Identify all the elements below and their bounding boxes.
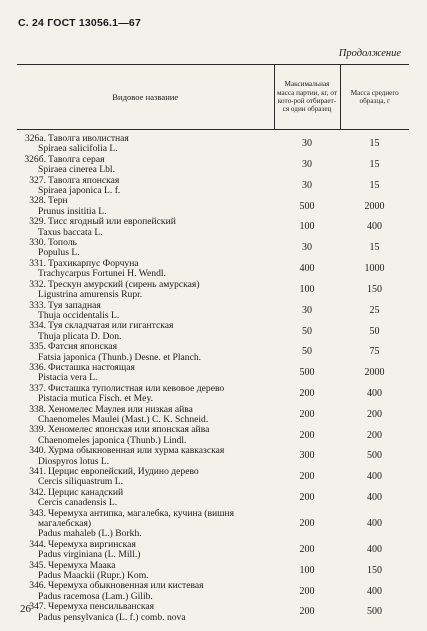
table-row (17, 405, 409, 426)
average-sample-mass-value: 400 (367, 585, 382, 597)
row-number: 347. (29, 601, 46, 613)
average-sample-mass-value: 2000 (364, 367, 385, 379)
species-cell (17, 405, 274, 426)
species-russian-name: Туя западная (48, 299, 101, 311)
species-latin-name: Thuja occidentalis L. (38, 309, 120, 321)
species-russian-name: Черемуха виргинская (48, 538, 136, 550)
average-sample-mass-value: 15 (369, 242, 380, 254)
row-number: 327. (29, 174, 46, 186)
row-number: 337. (29, 382, 46, 394)
species-latin-name: Thuja plicata D. Don. (38, 330, 122, 342)
row-number: 345. (29, 559, 46, 571)
average-sample-mass-value: 2000 (364, 200, 385, 212)
species-latin-name: Chaenomeles Maulei (Mast.) C. K. Schneid. (38, 413, 209, 425)
species-latin-name: Padus virginiana (L. Mill.) (38, 549, 141, 561)
species-cell (17, 363, 274, 384)
max-lot-mass-value: 500 (299, 367, 315, 379)
table-row (17, 217, 409, 238)
max-lot-mass-value: 500 (299, 200, 315, 212)
row-number: 336. (29, 361, 46, 373)
row-number: 328. (29, 195, 46, 207)
species-cell (17, 540, 274, 561)
average-sample-mass-value: 150 (367, 564, 382, 576)
table-row (17, 342, 409, 363)
species-cell (17, 155, 274, 176)
species-latin-name: Spiraea salicifolia L. (38, 143, 118, 155)
max-lot-mass-value: 200 (299, 518, 315, 530)
max-lot-mass-value: 200 (299, 606, 315, 618)
row-number: 335. (29, 341, 46, 353)
max-lot-mass-value: 200 (299, 387, 315, 399)
average-sample-mass-value: 400 (367, 387, 382, 399)
species-latin-name: Diospyros lotus L. (38, 455, 110, 467)
average-sample-mass-value: 50 (369, 325, 380, 337)
table-row (17, 581, 409, 602)
species-cell (17, 280, 274, 301)
seed-mass-table (17, 64, 409, 623)
species-cell (17, 384, 274, 405)
max-lot-mass-value: 100 (299, 283, 315, 295)
row-number: 329. (29, 216, 46, 228)
header-species-name: Видовое название (17, 65, 274, 130)
average-sample-mass-value: 25 (369, 304, 380, 316)
row-number: 342. (29, 486, 46, 498)
species-russian-name: Фатсия японская (48, 341, 118, 353)
table-row (17, 196, 409, 217)
max-lot-mass-value: 200 (299, 492, 315, 504)
table-row (17, 155, 409, 176)
average-sample-mass-value: 400 (367, 492, 382, 504)
species-russian-name: Терн (48, 195, 68, 207)
species-cell (17, 259, 274, 280)
species-cell (17, 425, 274, 446)
species-russian-name: Черемуха пенсильванская (48, 601, 155, 613)
species-latin-name: Padus pensylvanica (L. f.) comb. nova (38, 611, 186, 623)
row-number: 332. (29, 278, 46, 290)
row-number: 346. (29, 580, 46, 592)
average-sample-mass-value: 15 (369, 138, 380, 150)
species-cell (17, 301, 274, 322)
species-latin-name: Pistacia mutica Fisch. et Mey. (38, 393, 154, 405)
table-row (17, 561, 409, 582)
table-row (17, 540, 409, 561)
species-cell (17, 602, 274, 623)
table-row (17, 280, 409, 301)
species-russian-name: Тисс ягодный или европейский (48, 216, 176, 228)
document-header: С. 24 ГОСТ 13056.1—67 (18, 17, 141, 29)
species-russian-name: Хеномелес Маулея или низкая айва (48, 403, 193, 415)
row-number: 339. (29, 424, 46, 436)
table-row (17, 425, 409, 446)
max-lot-mass-value: 200 (299, 471, 315, 483)
species-russian-name: Хеномелес японская или японская айва (48, 424, 210, 436)
average-sample-mass-value: 1000 (364, 263, 385, 275)
species-cell (17, 217, 274, 238)
max-lot-mass-value: 100 (299, 221, 315, 233)
species-russian-name: Тополь (48, 237, 77, 249)
species-latin-name: Prunus insititia L. (38, 205, 107, 217)
species-cell (17, 134, 274, 155)
species-latin-name: Padus racemosa (Lam.) Gilib. (38, 590, 153, 602)
table-row (17, 363, 409, 384)
average-sample-mass-value: 400 (367, 544, 382, 556)
continuation-label: Продолжение (338, 48, 401, 59)
row-number: 340. (29, 445, 46, 457)
table-row (17, 384, 409, 405)
row-number: 331. (29, 257, 46, 269)
species-latin-name: Padus mahaleb (L.) Borkh. (38, 528, 142, 540)
row-number: 334. (29, 320, 46, 332)
max-lot-mass-value: 50 (302, 325, 312, 337)
species-latin-name: Spiraea cinerea Lbl. (38, 164, 115, 176)
table-row (17, 509, 409, 540)
average-sample-mass-value: 400 (367, 471, 382, 483)
table-row (17, 321, 409, 342)
average-sample-mass-value: 15 (369, 159, 380, 171)
table-row (17, 238, 409, 259)
species-cell (17, 176, 274, 197)
header-average-sample-mass: Масса среднего образца, г (340, 65, 409, 130)
species-cell (17, 509, 274, 540)
average-sample-mass-value: 200 (367, 408, 382, 420)
row-number: 326a. (24, 133, 46, 144)
species-latin-name: Ligustrina amurensis Rupr. (38, 289, 143, 301)
header-max-lot-mass: Максимальная масса партии, кг, от кото-рой отбирает-ся один образец (274, 65, 340, 130)
species-cell (17, 196, 274, 217)
species-russian-name: Трахикарпус Форчуна (48, 257, 139, 269)
species-cell (17, 342, 274, 363)
species-russian-name: Церцис европейский, Иудино дерево (48, 466, 199, 477)
species-cell (17, 321, 274, 342)
table-row (17, 488, 409, 509)
species-latin-name: Spiraea japonica L. f. (38, 185, 121, 197)
species-latin-name: Padus Maackii (Rupr.) Kom. (38, 570, 149, 582)
species-russian-name-continued: магалебская) (38, 518, 92, 530)
species-russian-name: Фисташка туполистная или кевовое дерево (48, 382, 225, 394)
row-number: 343. (29, 507, 46, 519)
page-number: 26 (20, 603, 31, 615)
max-lot-mass-value: 30 (302, 159, 312, 171)
species-russian-name: Трескун амурский (сирень амурская) (48, 278, 200, 290)
average-sample-mass-value: 75 (369, 346, 380, 358)
table-row (17, 134, 409, 155)
species-cell (17, 467, 274, 488)
species-latin-name: Cercis siliquastrum L. (38, 476, 123, 488)
average-sample-mass-value: 400 (367, 221, 382, 233)
max-lot-mass-value: 200 (299, 585, 315, 597)
species-cell (17, 446, 274, 467)
row-number: 341. (29, 466, 46, 477)
row-number: 326б. (24, 153, 46, 165)
species-russian-name: Туя складчатая или гигантская (48, 320, 174, 332)
max-lot-mass-value: 200 (299, 429, 315, 441)
average-sample-mass-value: 15 (369, 179, 380, 191)
table-row (17, 259, 409, 280)
average-sample-mass-value: 150 (367, 283, 382, 295)
table-header-row (17, 65, 409, 130)
species-russian-name: Черемуха антипка, магалебка, кучина (вишня (48, 507, 235, 519)
max-lot-mass-value: 30 (302, 179, 312, 191)
average-sample-mass-value: 500 (367, 606, 382, 618)
species-russian-name: Церцис канадский (48, 486, 124, 498)
species-russian-name: Таволга японская (48, 174, 120, 186)
species-cell (17, 581, 274, 602)
max-lot-mass-value: 100 (299, 564, 315, 576)
species-russian-name: Фисташка настоящая (48, 361, 135, 373)
species-cell (17, 561, 274, 582)
table-row (17, 467, 409, 488)
species-latin-name: Pistacia vera L. (38, 372, 98, 384)
species-cell (17, 238, 274, 259)
species-russian-name: Таволга серая (48, 153, 105, 165)
row-number: 338. (29, 403, 46, 415)
max-lot-mass-value: 200 (299, 408, 315, 420)
species-russian-name: Хурма обыкновенная или хурма кавказская (48, 445, 225, 457)
species-latin-name: Chaenomeles japonica (Thunb.) Lindl. (38, 434, 187, 446)
table-row (17, 176, 409, 197)
species-russian-name: Черемуха Маака (48, 559, 116, 571)
table-row (17, 446, 409, 467)
max-lot-mass-value: 200 (299, 544, 315, 556)
species-latin-name: Populus L. (38, 247, 80, 259)
max-lot-mass-value: 30 (302, 304, 312, 316)
max-lot-mass-value: 300 (299, 450, 315, 462)
average-sample-mass-value: 500 (367, 450, 382, 462)
species-latin-name: Cercis canadensis L. (38, 497, 118, 509)
max-lot-mass-value: 50 (302, 346, 312, 358)
max-lot-mass-value: 30 (302, 138, 312, 150)
species-russian-name: Таволга иволистная (48, 133, 129, 144)
species-latin-name: Taxus baccata L. (38, 226, 103, 238)
species-latin-name: Fatsia japonica (Thunb.) Desne. et Planch. (38, 351, 202, 363)
table-row (17, 602, 409, 623)
row-number: 344. (29, 538, 46, 550)
max-lot-mass-value: 400 (299, 263, 315, 275)
max-lot-mass-value: 30 (302, 242, 312, 254)
row-number: 330. (29, 237, 46, 249)
species-cell (17, 488, 274, 509)
average-sample-mass-value: 200 (367, 429, 382, 441)
row-number: 333. (29, 299, 46, 311)
species-russian-name: Черемуха обыкновенная или кистевая (48, 580, 204, 592)
species-latin-name: Trachycarpus Fortunei H. Wendl. (38, 268, 166, 280)
average-sample-mass-value: 400 (367, 518, 382, 530)
table-row (17, 301, 409, 322)
